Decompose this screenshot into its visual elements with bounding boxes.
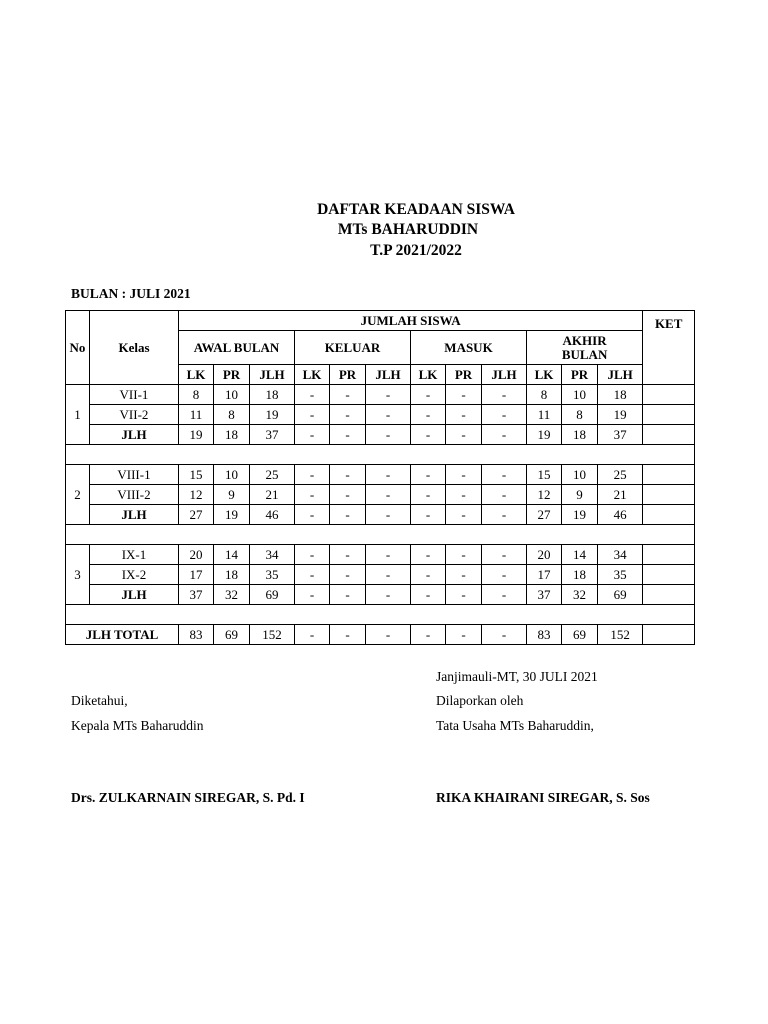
table-row — [66, 545, 695, 565]
row-number: 1 — [66, 385, 90, 445]
value-cell: - — [366, 565, 411, 585]
value-cell: - — [482, 545, 527, 565]
value-cell: - — [446, 405, 482, 425]
value-cell: - — [330, 385, 366, 405]
value-cell: - — [295, 405, 330, 425]
header-no: No — [66, 311, 90, 385]
subheader-jlh: JLH — [366, 365, 411, 385]
ket-cell — [643, 425, 695, 445]
report-month: BULAN : JULI 2021 — [71, 286, 191, 301]
value-cell: - — [366, 405, 411, 425]
header-jumlah-siswa: JUMLAH SISWA — [179, 311, 643, 331]
value-cell: 32 — [562, 585, 598, 605]
value-cell: - — [366, 505, 411, 525]
value-cell: - — [330, 565, 366, 585]
value-cell: 10 — [562, 385, 598, 405]
value-cell: 12 — [527, 485, 562, 505]
value-cell: 21 — [598, 485, 643, 505]
value-cell: - — [446, 465, 482, 485]
header-akhir-bulan: AKHIR BULAN — [527, 331, 643, 365]
spacer-cell — [66, 445, 695, 465]
value-cell: 19 — [527, 425, 562, 445]
value-cell: 69 — [250, 585, 295, 605]
ket-cell — [643, 405, 695, 425]
value-cell: 19 — [562, 505, 598, 525]
value-cell: 19 — [214, 505, 250, 525]
value-cell: - — [411, 585, 446, 605]
total-value-cell: - — [411, 625, 446, 645]
value-cell: 15 — [527, 465, 562, 485]
value-cell: - — [366, 545, 411, 565]
value-cell: 15 — [179, 465, 214, 485]
ket-cell — [643, 625, 695, 645]
total-row — [66, 625, 695, 645]
spacer-row — [66, 605, 695, 625]
value-cell: 14 — [562, 545, 598, 565]
ket-cell — [643, 485, 695, 505]
value-cell: - — [446, 585, 482, 605]
ket-cell — [643, 565, 695, 585]
subheader-pr: PR — [214, 365, 250, 385]
table-row — [66, 465, 695, 485]
value-cell: - — [330, 465, 366, 485]
value-cell: 11 — [179, 405, 214, 425]
table-row — [66, 405, 695, 425]
value-cell: - — [482, 485, 527, 505]
value-cell: 17 — [179, 565, 214, 585]
total-value-cell: - — [330, 625, 366, 645]
value-cell: - — [295, 385, 330, 405]
value-cell: - — [482, 385, 527, 405]
value-cell: - — [411, 565, 446, 585]
value-cell: 10 — [214, 465, 250, 485]
spacer-cell — [66, 525, 695, 545]
value-cell: 18 — [214, 565, 250, 585]
left-position: Kepala MTs Baharuddin — [71, 718, 204, 733]
subheader-jlh: JLH — [250, 365, 295, 385]
header-kelas: Kelas — [90, 311, 179, 385]
value-cell: - — [330, 545, 366, 565]
subtotal-label: JLH — [90, 585, 179, 605]
value-cell: 19 — [598, 405, 643, 425]
table-row — [66, 385, 695, 405]
value-cell: - — [366, 385, 411, 405]
value-cell: - — [411, 465, 446, 485]
total-value-cell: - — [295, 625, 330, 645]
value-cell: 35 — [250, 565, 295, 585]
value-cell: 18 — [598, 385, 643, 405]
value-cell: - — [446, 545, 482, 565]
value-cell: 35 — [598, 565, 643, 585]
total-label: JLH TOTAL — [66, 625, 179, 645]
ket-cell — [643, 585, 695, 605]
header-ket: KET — [643, 311, 695, 385]
value-cell: 37 — [250, 425, 295, 445]
value-cell: - — [330, 485, 366, 505]
value-cell: 19 — [179, 425, 214, 445]
value-cell: - — [330, 585, 366, 605]
class-name: VII-2 — [90, 405, 179, 425]
value-cell: 32 — [214, 585, 250, 605]
value-cell: 21 — [250, 485, 295, 505]
value-cell: 18 — [562, 425, 598, 445]
value-cell: 10 — [214, 385, 250, 405]
header-awal-bulan: AWAL BULAN — [179, 331, 295, 365]
total-value-cell: 69 — [214, 625, 250, 645]
subheader-lk: LK — [527, 365, 562, 385]
value-cell: - — [411, 425, 446, 445]
value-cell: - — [411, 505, 446, 525]
value-cell: - — [366, 465, 411, 485]
value-cell: - — [366, 425, 411, 445]
value-cell: 37 — [527, 585, 562, 605]
left-known-by: Diketahui, — [71, 693, 128, 708]
value-cell: 12 — [179, 485, 214, 505]
ket-cell — [643, 465, 695, 485]
value-cell: - — [482, 505, 527, 525]
value-cell: 8 — [179, 385, 214, 405]
header-keluar: KELUAR — [295, 331, 411, 365]
value-cell: 8 — [527, 385, 562, 405]
subheader-pr: PR — [562, 365, 598, 385]
value-cell: 14 — [214, 545, 250, 565]
subheader-lk: LK — [411, 365, 446, 385]
value-cell: - — [446, 505, 482, 525]
class-name: IX-2 — [90, 565, 179, 585]
right-signatory-name: RIKA KHAIRANI SIREGAR, S. Sos — [436, 790, 650, 805]
value-cell: 27 — [179, 505, 214, 525]
value-cell: 27 — [527, 505, 562, 525]
value-cell: 25 — [598, 465, 643, 485]
value-cell: - — [411, 385, 446, 405]
value-cell: - — [482, 465, 527, 485]
value-cell: 17 — [527, 565, 562, 585]
value-cell: - — [295, 465, 330, 485]
value-cell: 8 — [214, 405, 250, 425]
subheader-jlh: JLH — [598, 365, 643, 385]
row-number: 2 — [66, 465, 90, 525]
value-cell: - — [330, 425, 366, 445]
ket-cell — [643, 545, 695, 565]
value-cell: - — [330, 505, 366, 525]
value-cell: 18 — [214, 425, 250, 445]
ket-cell — [643, 505, 695, 525]
class-name: VIII-2 — [90, 485, 179, 505]
right-reported-by: Dilaporkan oleh — [436, 693, 524, 708]
total-value-cell: - — [482, 625, 527, 645]
row-number: 3 — [66, 545, 90, 605]
class-name: IX-1 — [90, 545, 179, 565]
value-cell: 18 — [562, 565, 598, 585]
value-cell: - — [295, 565, 330, 585]
value-cell: 69 — [598, 585, 643, 605]
subtotal-label: JLH — [90, 425, 179, 445]
right-position: Tata Usaha MTs Baharuddin, — [436, 718, 594, 733]
total-value-cell: 69 — [562, 625, 598, 645]
value-cell: 8 — [562, 405, 598, 425]
subheader-pr: PR — [446, 365, 482, 385]
subheader-pr: PR — [330, 365, 366, 385]
table-row — [66, 585, 695, 605]
class-name: VIII-1 — [90, 465, 179, 485]
document-title: DAFTAR KEADAAN SISWA — [317, 201, 515, 218]
subheader-jlh: JLH — [482, 365, 527, 385]
value-cell: - — [482, 585, 527, 605]
value-cell: - — [446, 385, 482, 405]
spacer-cell — [66, 605, 695, 625]
table-row — [66, 425, 695, 445]
value-cell: - — [411, 485, 446, 505]
ket-cell — [643, 385, 695, 405]
left-signatory-name: Drs. ZULKARNAIN SIREGAR, S. Pd. I — [71, 790, 305, 805]
subtotal-label: JLH — [90, 505, 179, 525]
value-cell: 20 — [179, 545, 214, 565]
value-cell: - — [446, 425, 482, 445]
total-value-cell: - — [366, 625, 411, 645]
value-cell: - — [366, 585, 411, 605]
value-cell: - — [330, 405, 366, 425]
academic-year: T.P 2021/2022 — [370, 242, 462, 259]
subheader-lk: LK — [295, 365, 330, 385]
table-row — [66, 565, 695, 585]
value-cell: - — [366, 485, 411, 505]
value-cell: 10 — [562, 465, 598, 485]
subheader-lk: LK — [179, 365, 214, 385]
value-cell: 19 — [250, 405, 295, 425]
value-cell: 34 — [250, 545, 295, 565]
value-cell: - — [411, 545, 446, 565]
class-name: VII-1 — [90, 385, 179, 405]
spacer-row — [66, 445, 695, 465]
value-cell: 9 — [214, 485, 250, 505]
total-value-cell: 83 — [179, 625, 214, 645]
value-cell: 37 — [598, 425, 643, 445]
school-name: MTs BAHARUDDIN — [337, 221, 479, 238]
value-cell: 46 — [598, 505, 643, 525]
place-date: Janjimauli-MT, 30 JULI 2021 — [436, 669, 598, 684]
value-cell: 11 — [527, 405, 562, 425]
total-value-cell: 152 — [250, 625, 295, 645]
value-cell: - — [295, 545, 330, 565]
table-row — [66, 485, 695, 505]
value-cell: - — [295, 485, 330, 505]
value-cell: - — [295, 585, 330, 605]
value-cell: - — [446, 565, 482, 585]
value-cell: - — [482, 425, 527, 445]
value-cell: 25 — [250, 465, 295, 485]
total-value-cell: 83 — [527, 625, 562, 645]
value-cell: 46 — [250, 505, 295, 525]
header-masuk: MASUK — [411, 331, 527, 365]
table-row — [66, 505, 695, 525]
value-cell: - — [482, 565, 527, 585]
student-status-table — [65, 310, 695, 645]
total-value-cell: - — [446, 625, 482, 645]
value-cell: - — [446, 485, 482, 505]
value-cell: 9 — [562, 485, 598, 505]
value-cell: 20 — [527, 545, 562, 565]
value-cell: - — [482, 405, 527, 425]
value-cell: 18 — [250, 385, 295, 405]
total-value-cell: 152 — [598, 625, 643, 645]
value-cell: - — [295, 505, 330, 525]
value-cell: 37 — [179, 585, 214, 605]
spacer-row — [66, 525, 695, 545]
value-cell: - — [411, 405, 446, 425]
value-cell: - — [295, 425, 330, 445]
value-cell: 34 — [598, 545, 643, 565]
